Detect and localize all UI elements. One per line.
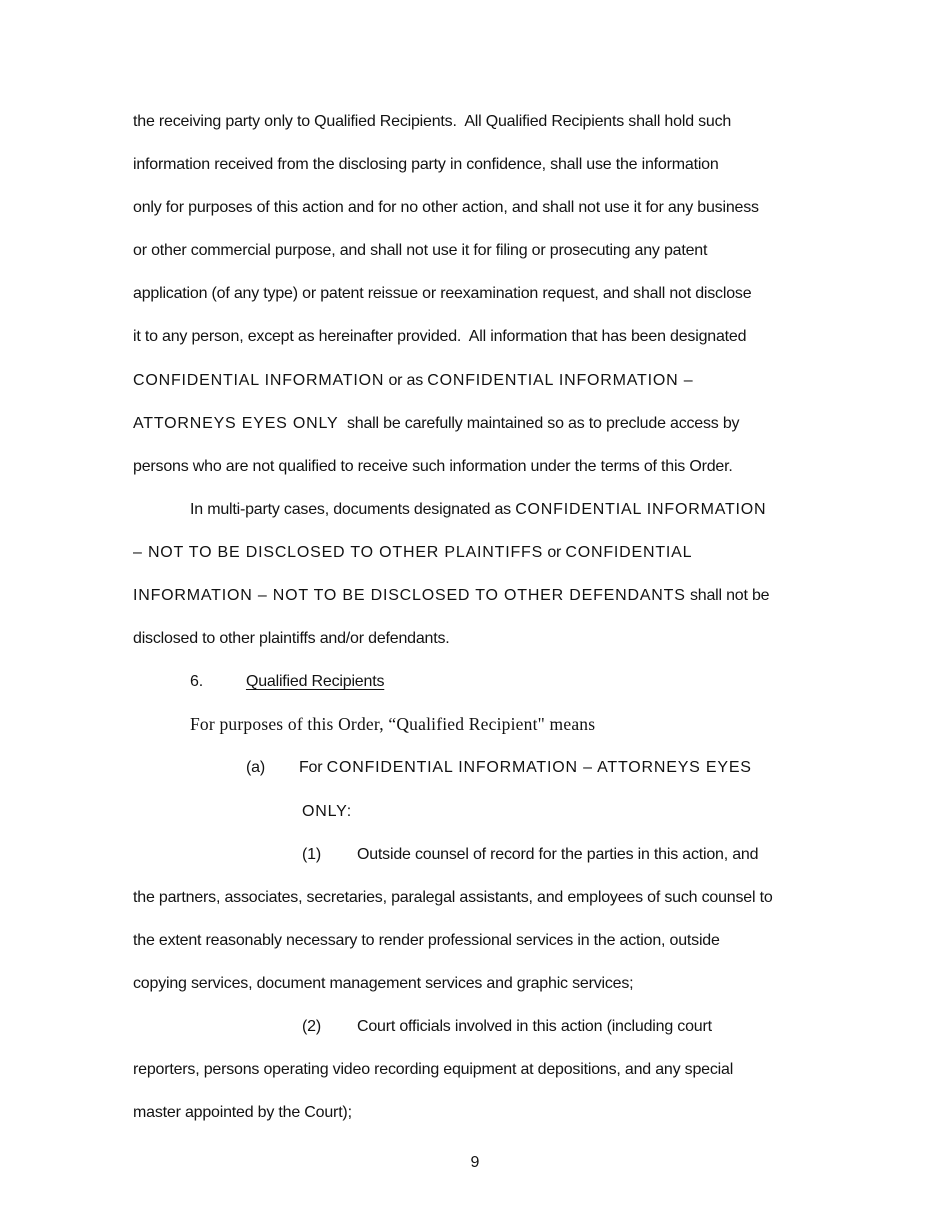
text-segment: shall be carefully maintained so as to preclude access by: [338, 414, 740, 432]
text-line: [133, 143, 843, 186]
text-segment: or: [543, 543, 566, 561]
text-line: [133, 1005, 843, 1048]
text-line: [133, 660, 843, 703]
text-segment: For: [298, 759, 327, 777]
text-line: [133, 876, 843, 919]
text-segment: persons who are not qualified to receive such information under the terms of this Order.: [133, 457, 733, 475]
text-line: [133, 833, 843, 876]
text-line: [133, 574, 843, 617]
text-segment: CONFIDENTIAL: [565, 543, 693, 561]
text-line: [133, 229, 843, 272]
text-line: [133, 1048, 843, 1091]
text-segment: In multi-party cases, documents designated as: [190, 500, 516, 518]
text-line: [133, 703, 843, 746]
text-segment: the extent reasonably necessary to render professional services in the action, outside: [133, 931, 720, 949]
text-line: [133, 531, 843, 574]
text-line: [133, 315, 843, 358]
text-segment: Outside counsel of record for the parties in this action, and: [356, 845, 759, 863]
text-segment: it to any person, except as hereinafter provided. All information that has been designated: [133, 328, 747, 346]
text-line: [133, 617, 843, 660]
text-segment: CONFIDENTIAL INFORMATION: [515, 500, 767, 518]
text-segment: CONFIDENTIAL INFORMATION –: [427, 371, 694, 389]
text-segment: reporters, persons operating video recording equipment at depositions, and any special: [133, 1061, 734, 1079]
text-segment: application (of any type) or patent reissue or reexamination request, and shall not disclose: [133, 285, 752, 303]
page-number: 9: [470, 1154, 480, 1171]
text-segment: CONFIDENTIAL INFORMATION: [133, 371, 385, 389]
text-line: [133, 186, 843, 229]
text-segment: ONLY:: [302, 802, 352, 820]
text-line: [133, 100, 843, 143]
text-segment: the receiving party only to Qualified Recipients. All Qualified Recipients shall hold such: [133, 113, 732, 130]
text-segment: (a): [246, 759, 265, 777]
text-line: [133, 359, 843, 402]
text-segment: (1): [302, 845, 321, 863]
text-segment: ATTORNEYS EYES ONLY: [133, 414, 339, 432]
text-segment: copying services, document management services and graphic services;: [133, 974, 634, 992]
text-segment: (2): [302, 1017, 321, 1035]
section-heading-text: Qualified Recipients: [245, 673, 385, 691]
text-line: [133, 790, 843, 833]
text-segment: CONFIDENTIAL INFORMATION – ATTORNEYS EYES: [326, 759, 752, 777]
text-segment: or other commercial purpose, and shall not use it for filing or prosecuting any patent: [133, 242, 708, 260]
text-segment: Court officials involved in this action (including court: [356, 1017, 712, 1035]
text-segment: For purposes of this Order, “Qualified Recipient" means: [190, 714, 596, 735]
text-line: [133, 402, 843, 445]
text-segment: master appointed by the Court);: [133, 1104, 352, 1122]
text-segment: or as: [384, 371, 428, 389]
text-segment: only for purposes of this action and for no other action, and shall not use it for any business: [133, 199, 759, 217]
text-line: [133, 746, 843, 789]
text-segment: shall not be: [685, 587, 770, 605]
page-body: [133, 100, 843, 1134]
text-line: [133, 962, 843, 1005]
text-line: [133, 272, 843, 315]
text-segment: information received from the disclosing party in confidence, shall use the information: [133, 156, 719, 174]
text-segment: disclosed to other plaintiffs and/or defendants.: [133, 630, 450, 648]
text-segment: INFORMATION – NOT TO BE DISCLOSED TO OTHER DEFENDANTS: [133, 587, 686, 605]
text-segment: 6.: [190, 673, 203, 691]
text-line: [133, 445, 843, 488]
text-segment: the partners, associates, secretaries, paralegal assistants, and employees of such counsel to: [133, 888, 773, 906]
text-line: [133, 919, 843, 962]
text-segment: – NOT TO BE DISCLOSED TO OTHER PLAINTIFFS: [133, 543, 544, 561]
text-line: [133, 488, 843, 531]
text-line: [133, 1091, 843, 1134]
